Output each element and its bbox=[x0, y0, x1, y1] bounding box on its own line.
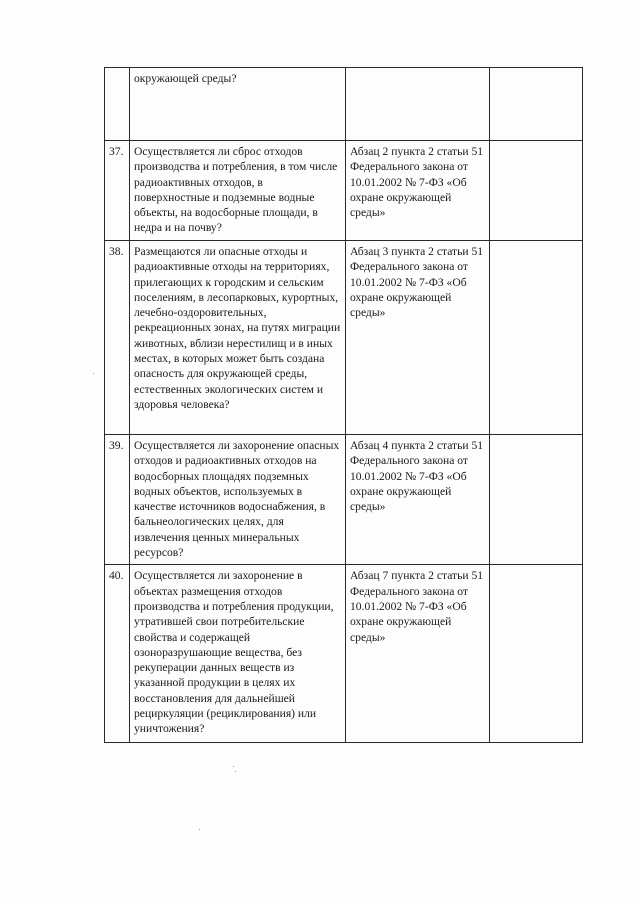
scan-speck bbox=[235, 771, 236, 772]
reference-cell: Абзац 7 пункта 2 статьи 51 Федерального закона от 10.01.2002 № 7-ФЗ «Об охране окружающей среды» bbox=[346, 565, 490, 743]
answer-cell bbox=[490, 141, 583, 241]
scan-speck bbox=[233, 766, 234, 767]
answer-cell bbox=[490, 241, 583, 435]
question-cell: Размещаются ли опасные отходы и радиоактивные отходы на территориях, прилегающих к городским и сельским поселениям, в лесопарковых, курортных, лечебно-оздоровительных, рекреационных зонах, на путях миграции животных, вблизи нерестилищ и в иных местах, в которых может быть создана опасность для окружающей среды, естественных экологических систем и здоровья человека? bbox=[130, 241, 346, 435]
table-row bbox=[105, 241, 583, 435]
question-cell: Осуществляется ли захоронение в объектах размещения отходов производства и потребления продукции, утратившей свои потребительские свойства и содержащей озоноразрушающие вещества, без рекуперации данных веществ из указанной продукции в целях их восстановления для дальнейшей рециркуляции (рециклирования) или уничтожения? bbox=[130, 565, 346, 743]
question-cell: Осуществляется ли захоронение опасных отходов и радиоактивных отходов на водосборных площадях подземных водных объектов, используемых в качестве источников водоснабжения, в бальнеологических целях, для извлечения ценных минеральных ресурсов? bbox=[130, 435, 346, 565]
question-cell: Осуществляется ли сброс отходов производства и потребления, в том числе радиоактивных отходов, в поверхностные и подземные водные объекты, на водосборные площади, в недра и на почву? bbox=[130, 141, 346, 241]
answer-cell bbox=[490, 68, 583, 141]
scan-speck bbox=[199, 829, 200, 830]
answer-cell bbox=[490, 435, 583, 565]
row-number-cell: 39. bbox=[105, 435, 130, 565]
scan-speck bbox=[93, 373, 94, 374]
reference-cell: Абзац 2 пункта 2 статьи 51 Федерального закона от 10.01.2002 № 7-ФЗ «Об охране окружающей среды» bbox=[346, 141, 490, 241]
table-row bbox=[105, 435, 583, 565]
answer-cell bbox=[490, 565, 583, 743]
table-row bbox=[105, 141, 583, 241]
reference-cell: Абзац 3 пункта 2 статьи 51 Федерального закона от 10.01.2002 № 7-ФЗ «Об охране окружающей среды» bbox=[346, 241, 490, 435]
table-row bbox=[105, 68, 583, 141]
row-number-cell: 40. bbox=[105, 565, 130, 743]
table-row bbox=[105, 565, 583, 743]
question-cell: окружающей среды? bbox=[130, 68, 346, 141]
checklist-table bbox=[104, 67, 583, 743]
row-number-cell: 37. bbox=[105, 141, 130, 241]
reference-cell bbox=[346, 68, 490, 141]
row-number-cell: 38. bbox=[105, 241, 130, 435]
reference-cell: Абзац 4 пункта 2 статьи 51 Федерального закона от 10.01.2002 № 7-ФЗ «Об охране окружающей среды» bbox=[346, 435, 490, 565]
row-number-cell bbox=[105, 68, 130, 141]
